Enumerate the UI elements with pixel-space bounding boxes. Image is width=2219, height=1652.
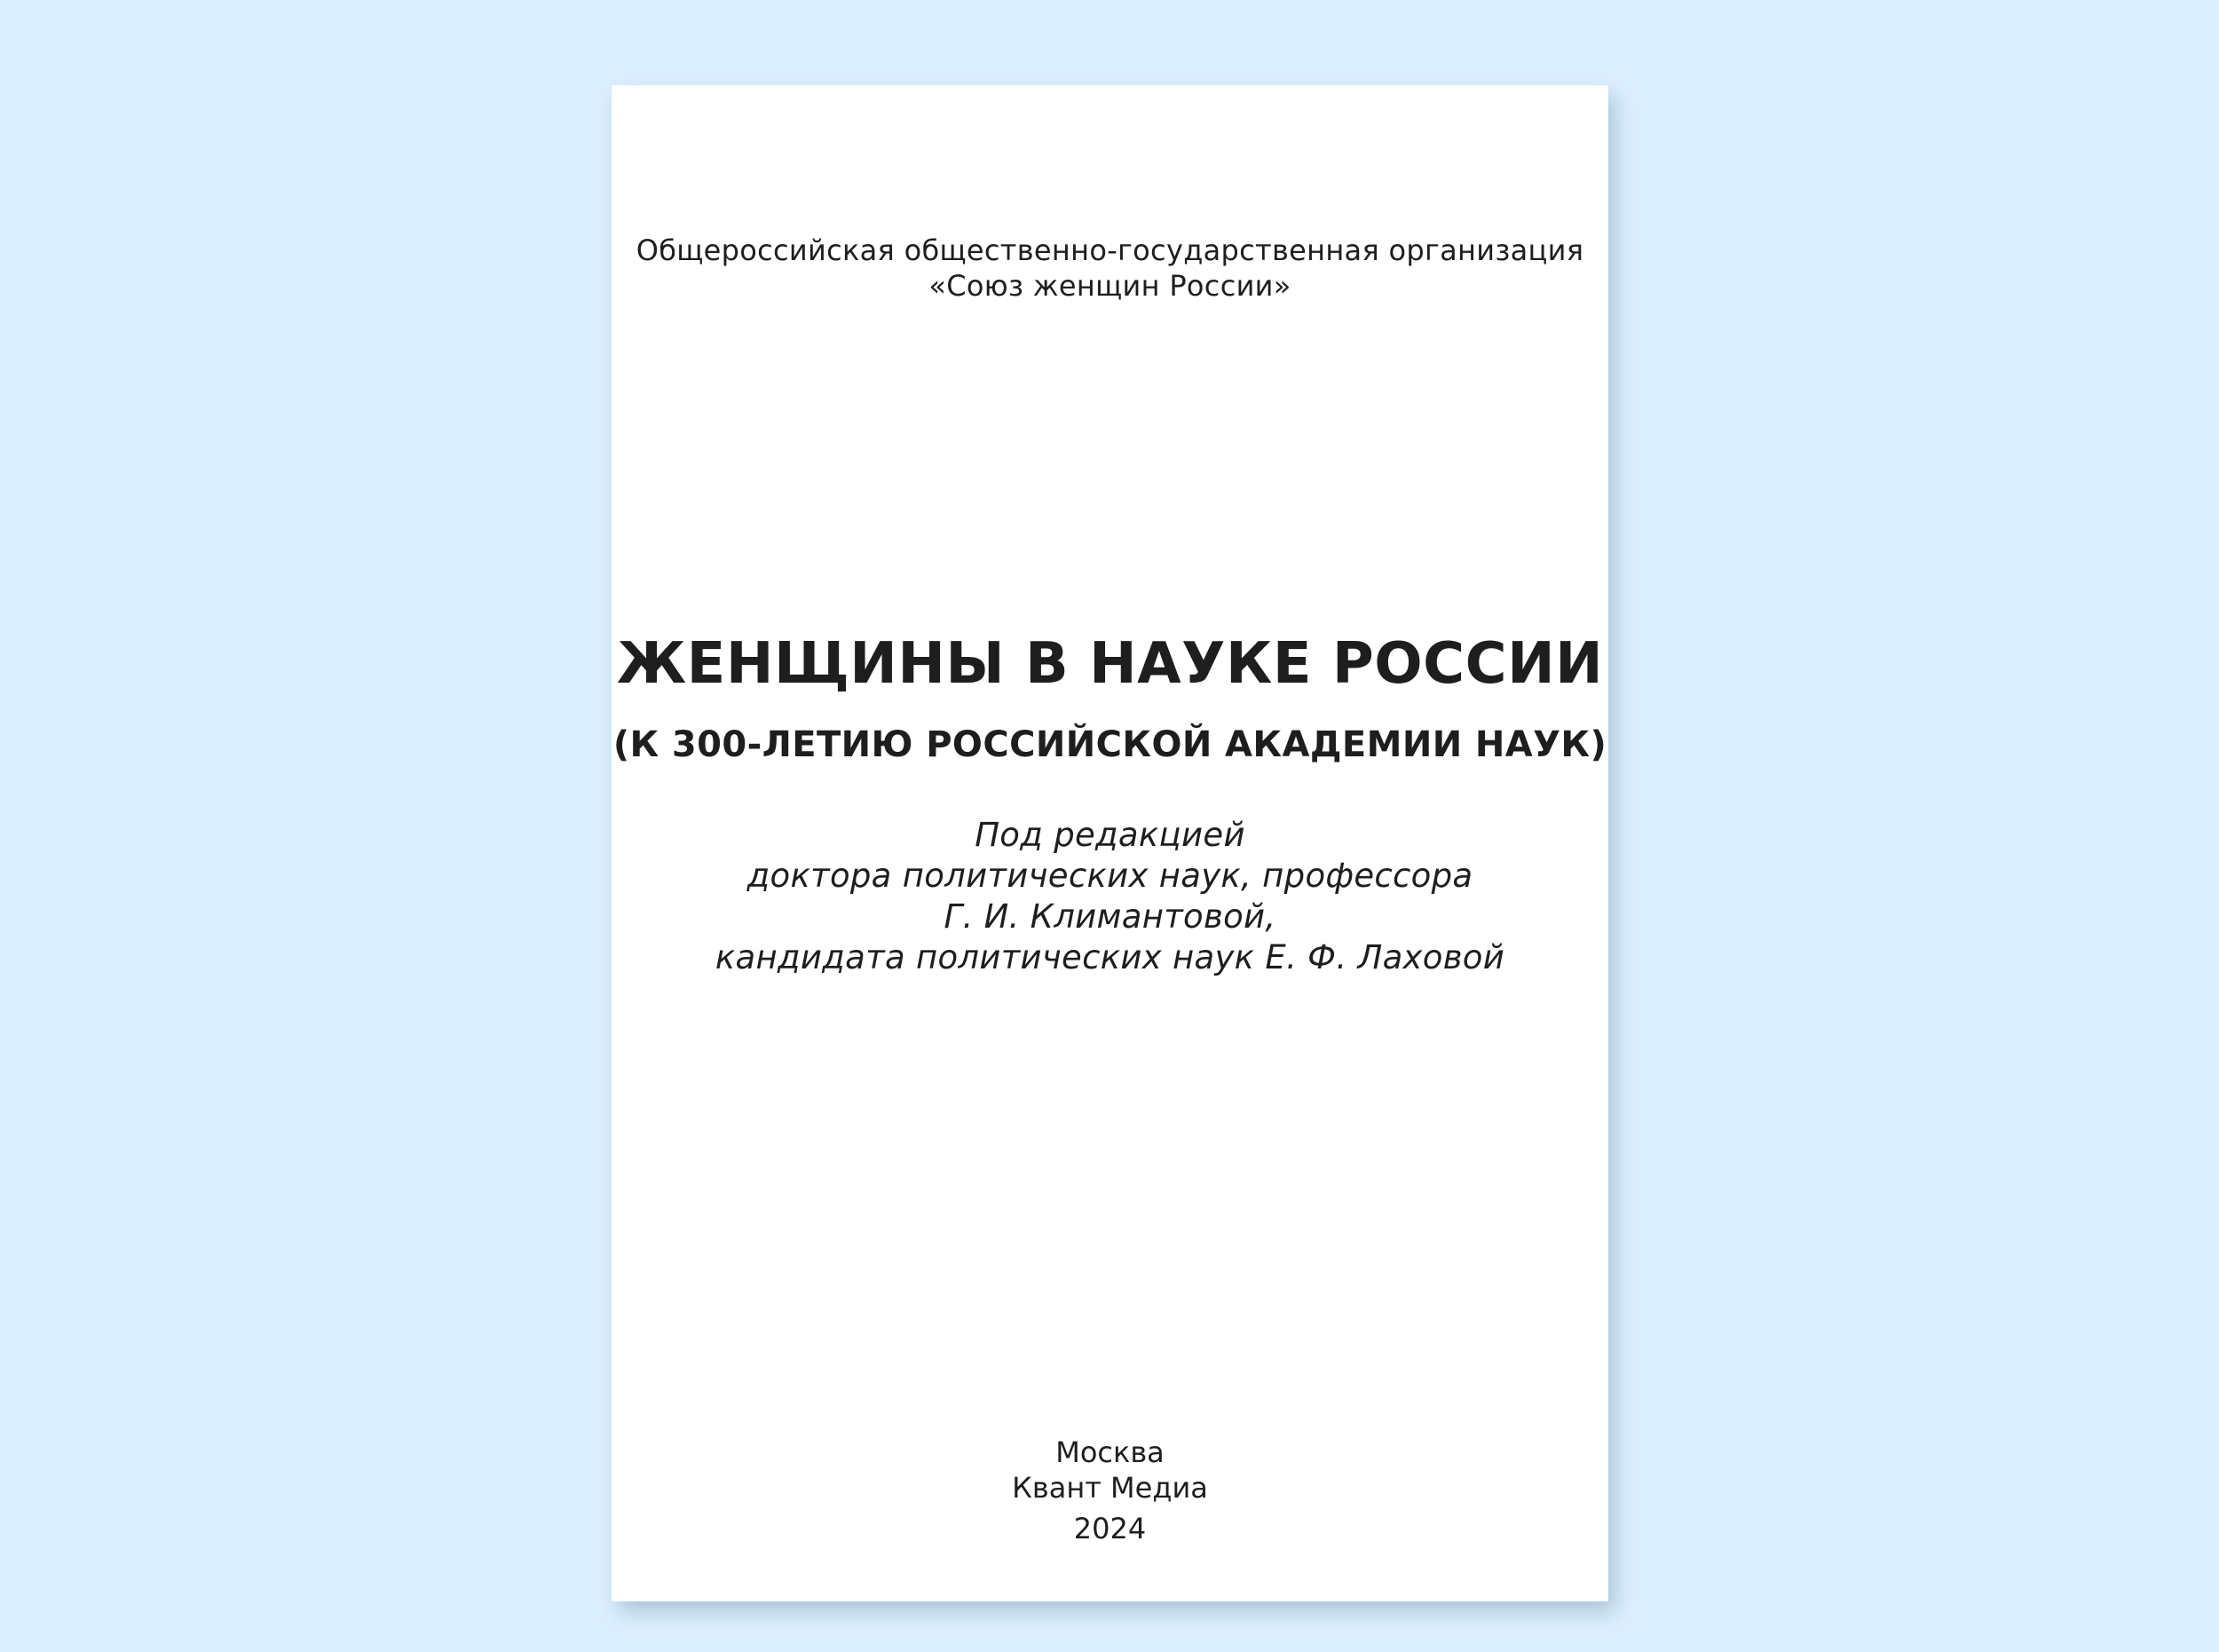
organization-line-1: Общероссийская общественно-государственная организация [636, 233, 1584, 267]
organization-line-2: «Союз женщин России» [928, 269, 1291, 303]
editor-line-4: кандидата политических наук Е. Ф. Лаховой [715, 938, 1505, 976]
imprint-year: 2024 [1073, 1512, 1147, 1545]
title-page [612, 85, 1608, 1601]
editor-line-1: Под редакцией [975, 816, 1245, 854]
imprint-city: Москва [1055, 1435, 1165, 1469]
editor-line-3: Г. И. Климантовой, [944, 897, 1276, 936]
editor-line-2: доктора политических наук, профессора [746, 857, 1473, 895]
book-title: ЖЕНЩИНЫ В НАУКЕ РОССИИ [616, 631, 1604, 697]
book-subtitle: (К 300-ЛЕТИЮ РОССИЙСКОЙ АКАДЕМИИ НАУК) [612, 724, 1607, 765]
imprint-publisher: Квант Медиа [1012, 1471, 1208, 1505]
